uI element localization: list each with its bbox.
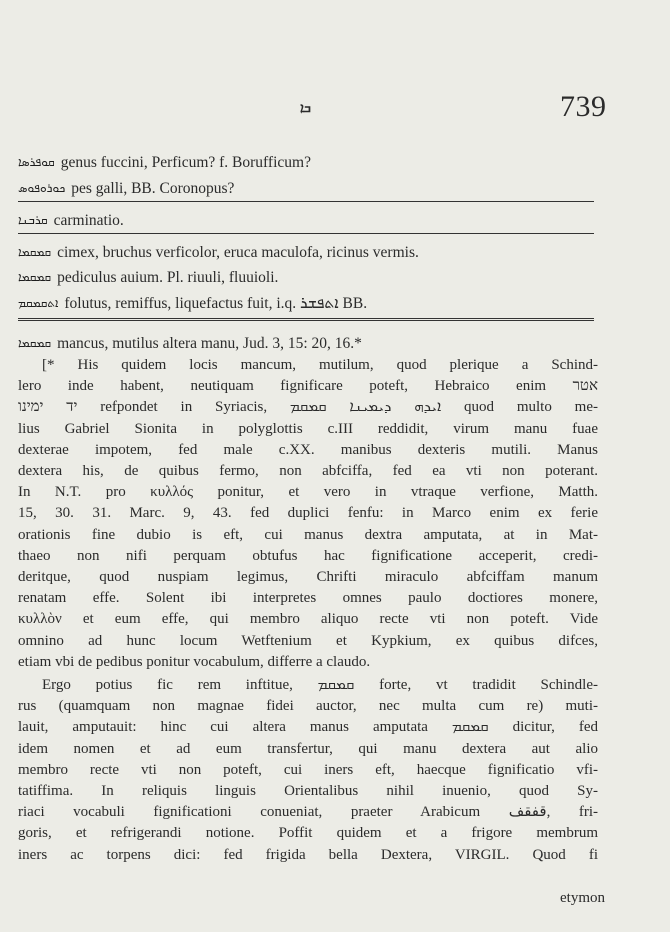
catchword: etymon [560,890,605,906]
syriac-headword: ܟܘܪܘܦܘܣ [18,181,66,195]
text-line: membro recte vti non poteft, cui iners eft, haecque fignificatio vfi- [18,761,598,778]
dictionary-entry [18,152,311,173]
syriac-headword: ܩܡܩܡܐ [18,245,52,259]
text-line: κυλλὸν et eum effe, qui membro aliquo recte vti non poteft. Vide [18,611,598,628]
entry-gloss: cimex, bruchus verficolor, eruca maculofa, ricinus vermis. [57,244,419,261]
syriac-headword: ܩܡܩܡܐ [18,270,52,284]
text-line: iners ac torpens dici: fed frigida bella Dextera, VIRGIL. Quod fi [18,846,598,863]
text-line: Ergo potius fic rem inftitue, ܩܡܩܡ forte, vt tradidit Schindle- [42,677,598,693]
commentary-paragraph-1 [18,355,598,673]
text-line: lius Gabriel Sionita in polyglottis c.III reddidit, virum manu fuae [18,420,598,437]
dictionary-entry [18,178,234,199]
text-line: lauit, amputauit: hinc cui altera manus amputata ܩܡܩܡ dicitur, fed [18,719,598,736]
entry-gloss: mancus, mutilus altera manu, Jud. 3, 15: 20, 16.* [57,335,362,352]
text-line: thaeo non nifi perquam obtufus hac fignificatione acceperit, credi- [18,547,598,564]
page-number: 739 [560,90,607,123]
section-double-rule [18,318,594,321]
entry-gloss: carminatio. [53,212,124,229]
text-line: etiam vbi de pedibus ponitur vocabulum, differre a claudo. [18,653,371,670]
text-line: omnino ad hunc locum Wetftenium et Kypkium, ex quibus difces, [18,632,598,649]
entry-gloss: genus fuccini, Perficum? f. Borufficum? [60,154,311,171]
text-line: goris, et refrigerandi notione. Poffit quidem et a frigore membrum [18,825,598,842]
dictionary-entry [18,242,419,263]
text-line: 15, 30. 31. Marc. 9, 43. fed duplici fenfu: in Marco enim ex ferie [18,505,598,522]
text-line: rus (quamquam non magnae fidei auctor, nec multa cum re) muti- [18,698,598,715]
text-line: idem nomen et ad eum transfertur, qui manu dextera aut alio [18,740,598,757]
dictionary-entry [18,210,124,231]
entry-gloss: pediculus auium. Pl. riuuli, fluuioli. [57,269,279,286]
text-line: renatam effe. Solent ibi interpretes omnes paulo doctiores monere, [18,590,598,607]
text-line: יד ימינו refpondet in Syriacis, ܐܝܕܗ ܕܝܡܝܢܐ ܩܡܩܡ quod multo me- [18,399,598,416]
commentary-paragraph-2 [18,675,598,866]
entry-gloss: folutus, remiffus, liquefactus fuit, i.q. ܐܬܦܫܪ BB. [64,295,368,312]
entry-gloss: pes galli, BB. Coronopus? [71,180,235,197]
dictionary-entry [18,267,278,288]
text-line: [* His quidem locis mancum, mutilum, quod plerique a Schind- [42,357,598,373]
text-line: lero inde habent, neutiquam fignificare poteft, Hebraico enim אטר [18,378,598,395]
dictionary-entry [18,293,367,314]
text-line: tatiffima. In reliquis linguis Orientalibus nihil inuenio, quod Sy- [18,783,598,800]
section-rule [18,233,594,234]
text-line: In N.T. pro κυλλός ponitur, et vero in vtraque verfione, Matth. [18,484,598,501]
text-line: deritque, quod nuspiam legimus, Chrifti miraculo abfciffam manum [18,569,598,586]
syriac-headword: ܐܬܩܡܩܡ [18,296,59,310]
text-line: orationis fine dubio is eft, cui manus dextra amputata, at in Mat- [18,526,598,543]
text-line: dexterae impotem, fed male c.XX. manibus dexteris mutili. Manus [18,441,598,458]
syriac-headword: ܩܘܦܪܣܐ [18,155,55,169]
syriac-headword: ܩܡܩܡܐ [18,336,52,350]
section-rule [18,201,594,202]
syriac-headword: ܩܪܒܢܐ [18,213,48,227]
main-entry [18,333,362,354]
text-line: dextera his, de quibus fermo, non abfciffa, fed ea vti non poterant. [18,463,598,480]
text-line: riaci vocabuli fignificationi conueniat, praeter Arabicum قفقف, fri- [18,804,598,821]
running-head-mark: ܒܐ [300,100,311,115]
